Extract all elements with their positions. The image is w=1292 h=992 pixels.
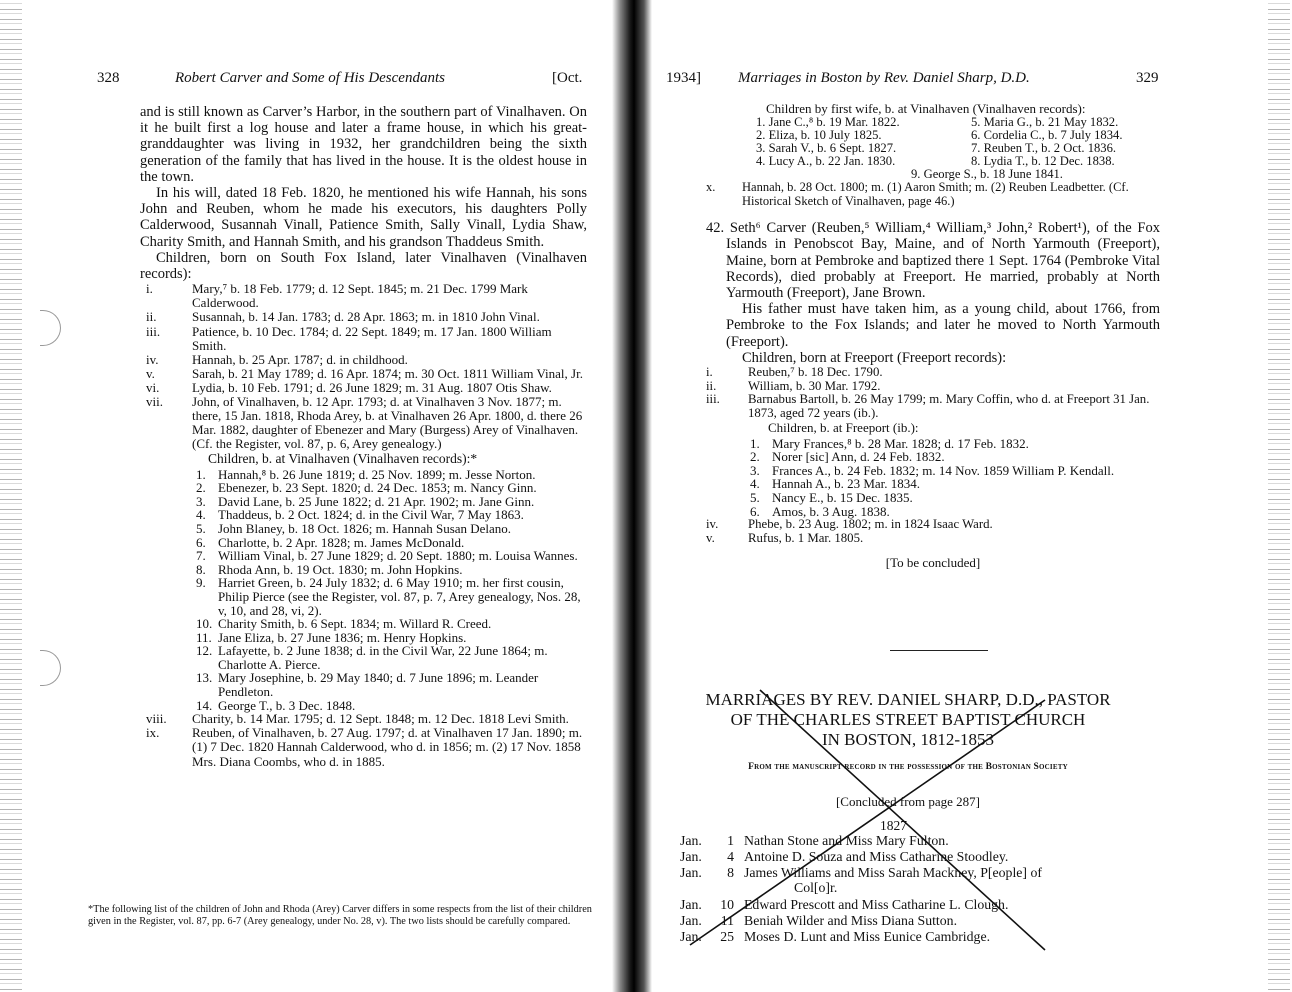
list-item: 4. Hannah A., b. 23 Mar. 1834. <box>750 476 921 492</box>
list-item: 5. Nancy E., b. 15 Dec. 1835. <box>750 489 913 505</box>
marriage-row: Jan. 4 Antoine D. Souza and Miss Catharine Stoodley. <box>680 849 1009 864</box>
list-item: 14. George T., b. 3 Dec. 1848. <box>196 697 356 713</box>
list-item: iii. Barnabus Bartoll, b. 26 May 1799; m. Mary Coffin, who d. at Freeport 31 Jan. 1873, aged 72 years (ib.). <box>706 392 1150 420</box>
children-list-continued <box>146 712 587 768</box>
left-page <box>0 0 620 992</box>
marriage-row: Jan. 11 Beniah Wilder and Miss Diana Sutton. <box>680 913 958 928</box>
sublist-heading: Children, b. at Vinalhaven (Vinalhaven records):* <box>208 451 478 467</box>
list-item: 6. Amos, b. 3 Aug. 1838. <box>750 503 890 519</box>
table-row: 2. Eliza, b. 10 July 1825. 6. Cordelia C., b. 7 July 1834. <box>756 128 1123 142</box>
list-item: 2. Ebenezer, b. 23 Sept. 1820; d. 24 Dec. 1853; m. Nancy Ginn. <box>196 480 537 496</box>
marriage-row: Jan. 1 Nathan Stone and Miss Mary Fulton. <box>680 833 949 848</box>
paragraph: Children, born on South Fox Island, later Vinalhaven (Vinalhaven records): <box>140 249 587 283</box>
right-running-title: Marriages in Boston by Rev. Daniel Sharp, D.D. <box>738 70 1030 86</box>
marriage-row: Jan. 8 James Williams and Miss Sarah Mackney, P[eople] of <box>680 865 1042 880</box>
list-item: v. Sarah, b. 21 May 1789; d. 16 Apr. 1874; m. 30 Oct. 1811 William Vinal, Jr. <box>146 365 583 381</box>
list-item: iii. Patience, b. 10 Dec. 1784; d. 22 Sept. 1849; m. 17 Jan. 1800 William Smith. <box>146 323 552 353</box>
list-item: iv. Hannah, b. 25 Apr. 1787; d. in childhood. <box>146 351 408 367</box>
list-item: 12. Lafayette, b. 2 June 1838; d. in the Civil War, 22 June 1864; m. Charlotte A. Pierce. <box>196 643 548 672</box>
list-item: 7. William Vinal, b. 27 June 1829; d. 20 Sept. 1880; m. Louisa Wannes. <box>196 548 578 564</box>
paragraph: and is still known as Carver’s Harbor, in the southern part of Vinalhaven. On it he built first a log house and later a frame house, in which his great-granddaughter was living in 1932, her grandchildren being the sixth generation of the family that has lived in the house. It is the oldest house in the town. <box>140 104 587 185</box>
right-page <box>650 0 1292 992</box>
left-running-title: Robert Carver and Some of His Descendants <box>175 70 445 86</box>
marriage-row: Col[o]r. <box>794 880 838 895</box>
john-children-list <box>140 468 587 713</box>
sublist-heading: Children, b. at Freeport (ib.): <box>768 420 919 436</box>
list-item: 9. Harriet Green, b. 24 July 1832; d. 6 May 1910; m. her first cousin, Philip Pierce (see the Register, vol. 87, p. 7, Arey genealogy, Nos. 28, v, 10, and 28, vi, 2). <box>196 575 581 618</box>
right-page-number: 329 <box>1136 70 1159 86</box>
table-row: 9. George S., b. 18 June 1841. <box>911 167 1063 181</box>
marriages-title: MARRIAGES BY REV. DANIEL SHARP, D.D., PASTOR OF THE CHARLES STREET BAPTIST CHURCH IN BOSTON, 1812-1853 <box>705 690 1111 749</box>
list-item: iv. Phebe, b. 23 Aug. 1802; m. in 1824 Isaac Ward. <box>706 517 993 532</box>
right-running-date: 1934] <box>666 70 701 86</box>
seth-paragraph: 42. Seth⁶ Carver (Reuben,⁵ William,⁴ William,³ John,² Robert¹), of the Fox Islands in Penobscot Bay, Maine, and of North Yarmouth (Freeport), Maine, born at Pembroke and baptized there 1 Sept. 1764 (Pembroke Vital Records), died probably at Freeport. He married, probably at North Yarmouth (Freeport), Jane Brown. <box>706 220 1160 301</box>
list-item: viii. Charity, b. 14 Mar. 1795; d. 12 Sept. 1848; m. 12 Dec. 1818 Levi Smith. <box>146 711 569 727</box>
list-item: vi. Lydia, b. 10 Feb. 1791; d. 26 June 1829; m. 31 Aug. 1807 Otis Shaw. <box>146 379 552 395</box>
footnote: *The following list of the children of John and Rhoda (Arey) Carver differs in some respects from the list of their children given in the Register, vol. 87, pp. 6-7 (Arey genealogy, under No. 28, v). The two lists should be carefully compared. <box>88 904 592 927</box>
list-item: x. Hannah, b. 28 Oct. 1800; m. (1) Aaron Smith; m. (2) Reuben Leadbetter. (Cf. Historical Sketch of Vinalhaven, page 46.) <box>706 180 1129 208</box>
table-row: 4. Lucy A., b. 22 Jan. 1830. 8. Lydia T., b. 12 Dec. 1838. <box>756 154 1115 168</box>
marriages-source-line: From the manuscript record in the possession of the Bostonian Society <box>748 762 1068 772</box>
list-item: v. Rufus, b. 1 Mar. 1805. <box>706 530 864 545</box>
list-item: ix. Reuben, of Vinalhaven, b. 27 Aug. 1797; d. at Vinalhaven 17 Jan. 1890; m. (1) 7 Dec. 1820 Hannah Calderwood, who d. in 1856; m. (2) 17 Nov. 1858 Mrs. Diana Coombs, who d. in 1885. <box>146 725 583 769</box>
paragraph: In his will, dated 18 Feb. 1820, he mentioned his wife Hannah, his sons John and Reuben, whom he made his executors, his daughters Polly Calderwood, Susannah Vinall, Patience Smith, Sally Vinall, Lydia Shaw, Charity Smith, and Hannah Smith, and his grandson Thaddeus Smith. <box>140 185 587 250</box>
list-item: 11. Jane Eliza, b. 27 June 1836; m. Henry Hopkins. <box>196 629 467 645</box>
list-item: 1. Hannah,⁸ b. 26 June 1819; d. 25 Nov. 1899; m. Jesse Norton. <box>196 466 536 482</box>
list-item: 8. Rhoda Ann, b. 19 Oct. 1830; m. John Hopkins. <box>196 561 463 577</box>
list-item: 6. Charlotte, b. 2 Apr. 1828; m. James McDonald. <box>196 534 465 550</box>
list-item: 3. David Lane, b. 25 June 1822; d. 21 Apr. 1902; m. Jane Ginn. <box>196 493 535 509</box>
children-list <box>146 282 587 451</box>
list-item: i. Mary,⁷ b. 18 Feb. 1779; d. 12 Sept. 1845; m. 21 Dec. 1799 Mark Calderwood. <box>146 281 528 311</box>
marriage-row: Jan. 25 Moses D. Lunt and Miss Eunice Cambridge. <box>680 929 991 944</box>
list-item: 13. Mary Josephine, b. 29 May 1840; d. 7 June 1896; m. Leander Pendleton. <box>196 670 539 700</box>
list-item: ii. Susannah, b. 14 Jan. 1783; d. 28 Apr. 1863; m. in 1810 John Vinal. <box>146 309 540 325</box>
list-item: ii. William, b. 30 Mar. 1792. <box>706 378 881 393</box>
left-running-date: [Oct. <box>552 70 583 86</box>
list-item: 10. Charity Smith, b. 6 Sept. 1834; m. Willard R. Creed. <box>196 616 492 632</box>
list-item: 1. Mary Frances,⁸ b. 28 Mar. 1828; d. 17 Feb. 1832. <box>750 435 1029 451</box>
sublist-heading: Children by first wife, b. at Vinalhaven (Vinalhaven records): <box>766 101 1086 116</box>
list-item: 2. Norer [sic] Ann, d. 24 Feb. 1832. <box>750 449 945 465</box>
paragraph: His father must have taken him, as a young child, about 1766, from Pembroke to the Fox Islands; and later he moved to North Yarmouth (Freeport). <box>726 301 1160 350</box>
paragraph: Children, born at Freeport (Freeport records): <box>742 349 1007 366</box>
list-item: 4. Thaddeus, b. 2 Oct. 1824; d. in the Civil War, 7 May 1863. <box>196 507 524 523</box>
left-text-body <box>140 104 587 769</box>
to-be-concluded-note: [To be concluded] <box>885 555 981 571</box>
list-item: i. Reuben,⁷ b. 18 Dec. 1790. <box>706 365 883 380</box>
marriages-continued-note: [Concluded from page 287] <box>835 794 981 809</box>
table-row: 1. Jane C.,⁸ b. 19 Mar. 1822. 5. Maria G., b. 21 May 1832. <box>756 115 1119 129</box>
table-row: 3. Sarah V., b. 6 Sept. 1827. 7. Reuben T., b. 2 Oct. 1836. <box>756 141 1117 155</box>
list-item: vii. John, of Vinalhaven, b. 12 Apr. 1793; d. at Vinalhaven 3 Nov. 1877; m. there, 15 Jan. 1818, Rhoda Arey, b. at Vinalhaven 26 Apr. 1800, d. there 26 Mar. 1882, daughter of Ebenezer and Mary (Burgess) Arey of Vinalhaven. (Cf. the Register, vol. 87, p. 6, Arey genealogy.) <box>146 393 583 452</box>
list-item: 5. John Blaney, b. 18 Oct. 1826; m. Hannah Susan Delano. <box>196 520 512 536</box>
marriages-year: 1827 <box>880 818 907 833</box>
left-page-number: 328 <box>97 70 120 86</box>
list-item: 3. Frances A., b. 24 Feb. 1832; m. 14 Nov. 1859 William P. Kendall. <box>750 462 1115 478</box>
cross-out-mark <box>650 0 1292 992</box>
marriage-row: Jan. 10 Edward Prescott and Miss Catharine L. Clough. <box>680 897 1009 912</box>
book-gutter-shadow <box>612 0 652 992</box>
